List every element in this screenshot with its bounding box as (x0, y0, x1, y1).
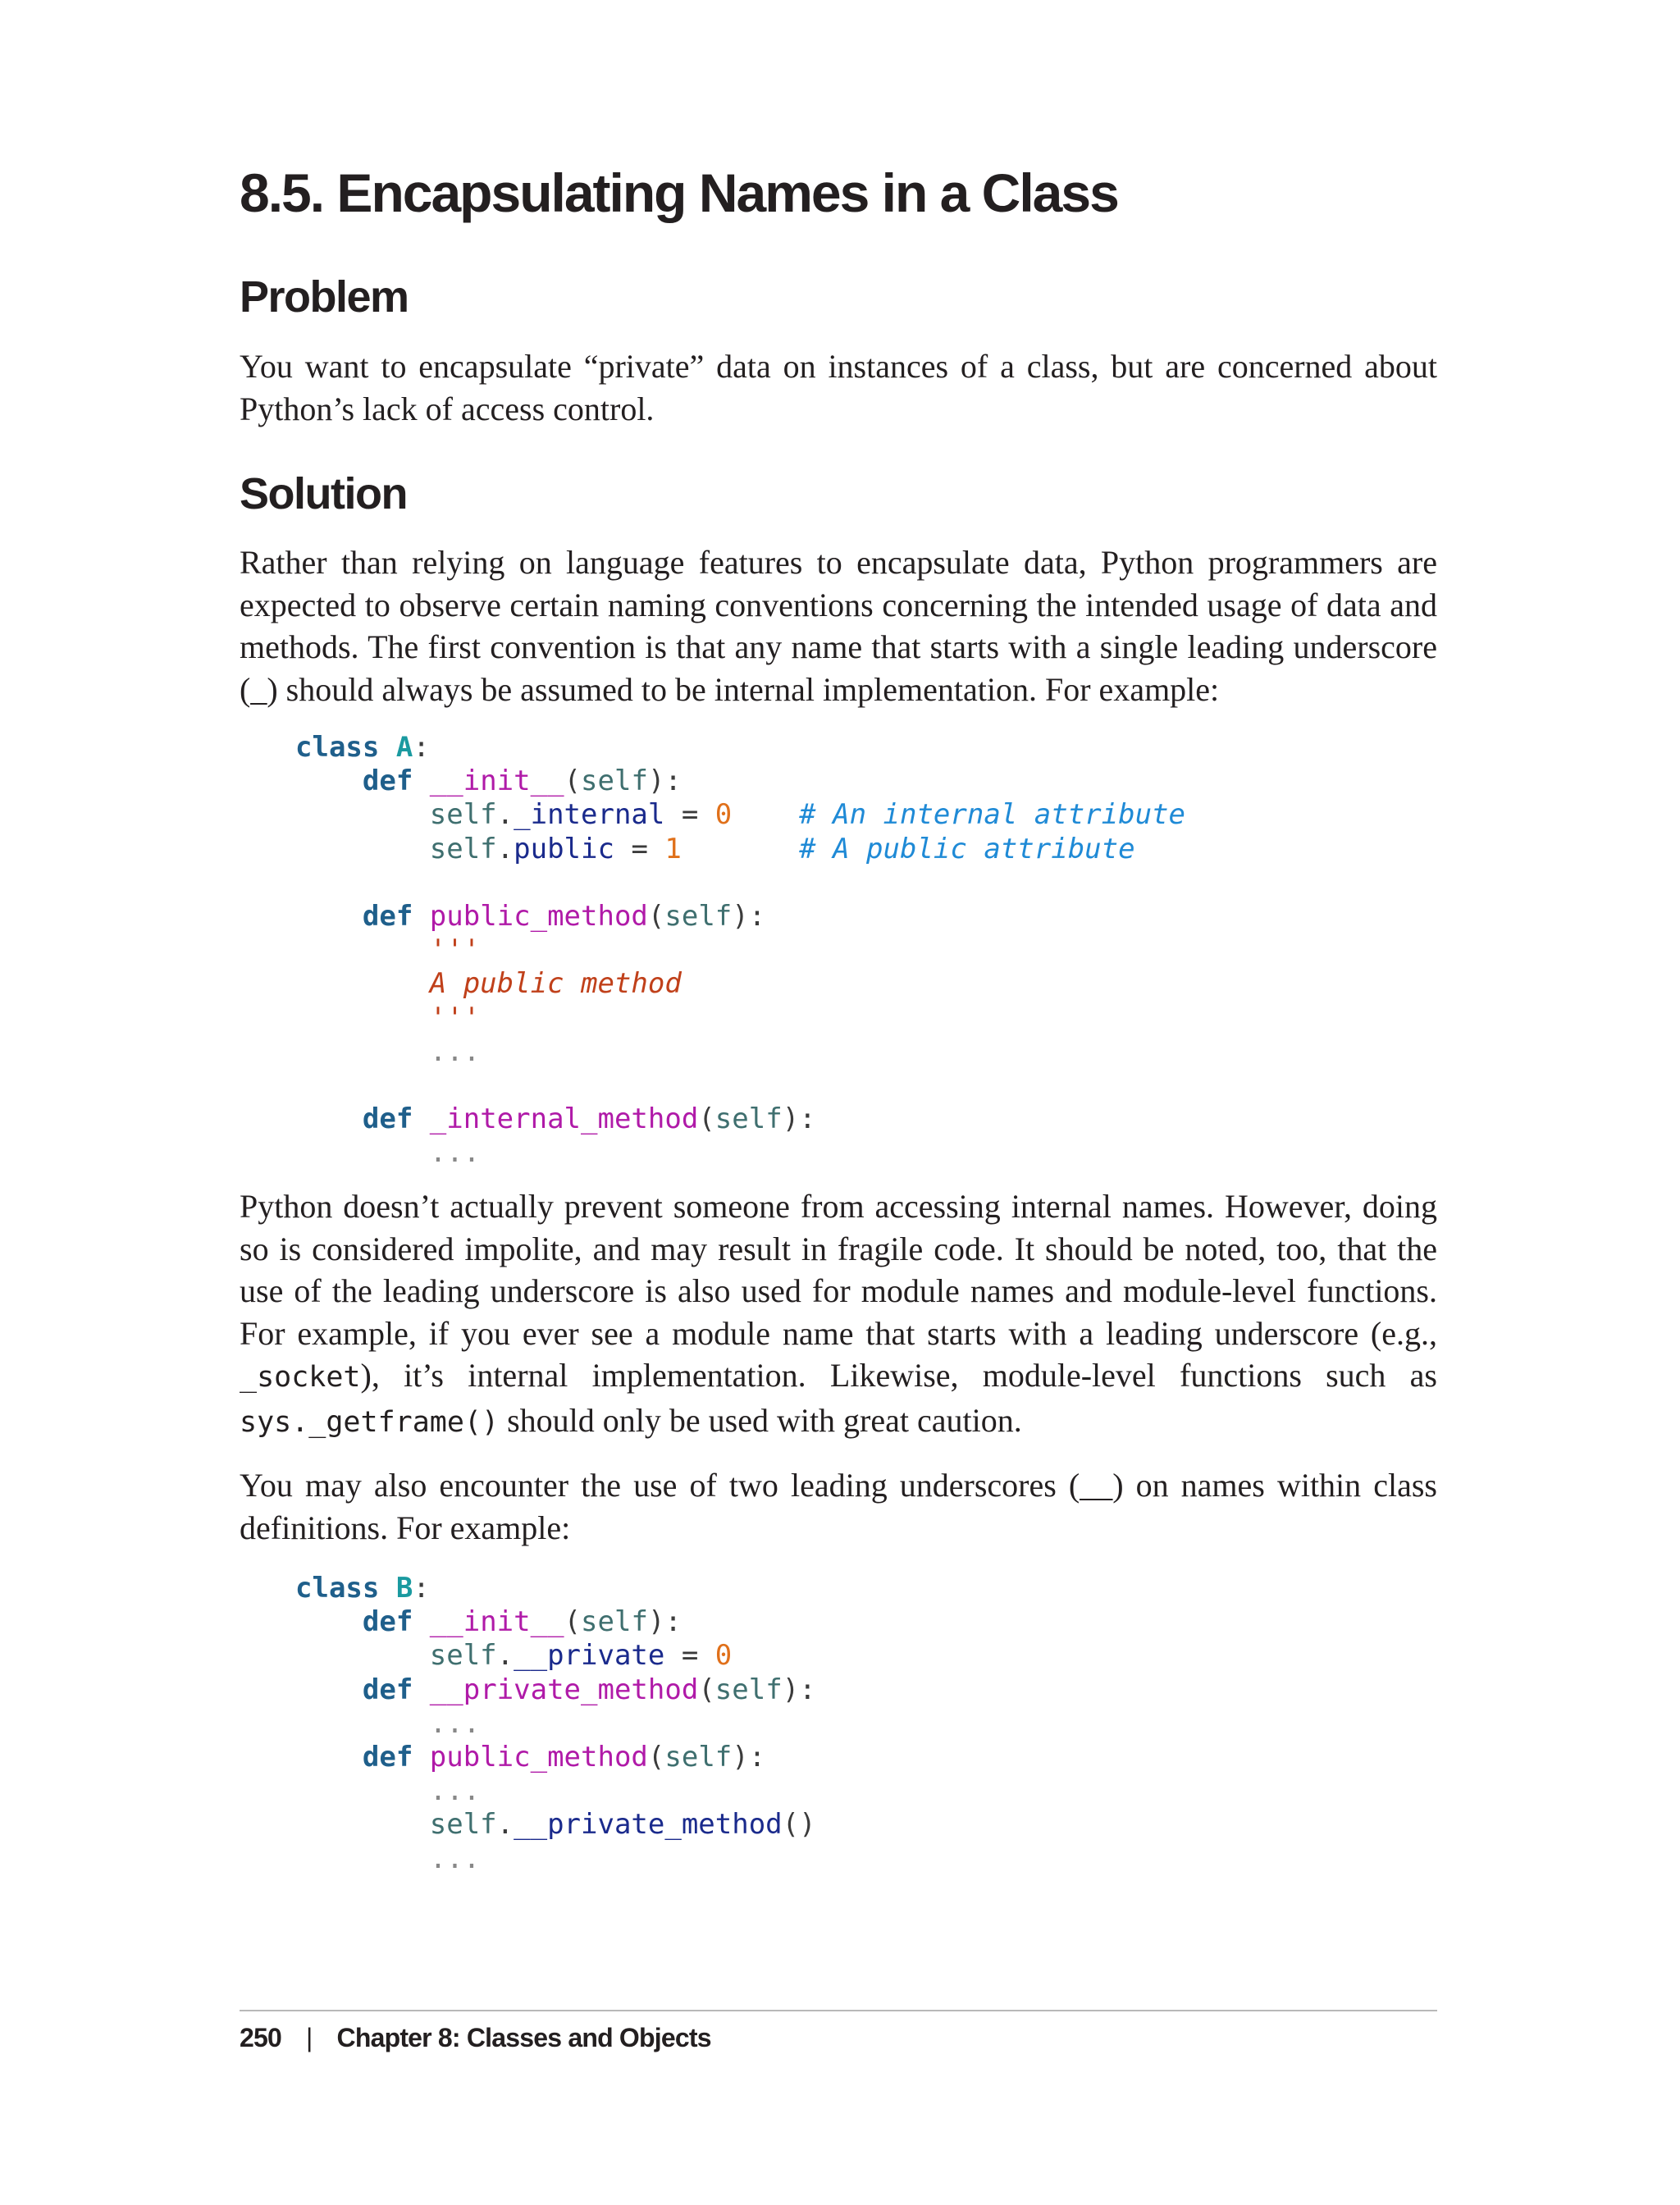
problem-heading: Problem (240, 272, 409, 322)
page-number: 250 (240, 2023, 281, 2052)
code-listing-class-a: class A: def __init__(self): self._internal = 0 # An internal attribute self.public = 1 # A public attribute def public_method(self): ''' A public method ''' ... def _internal_method(self): ... (295, 731, 1185, 1170)
solution-heading: Solution (240, 469, 407, 518)
code-listing-class-b: class B: def __init__(self): self.__private = 0 def __private_method(self): ... def public_method(self): ... self.__private_method() ... (295, 1572, 816, 1875)
footer-separator: | (306, 2023, 313, 2052)
problem-paragraph: You want to encapsulate “private” data on instances of a class, but are concerned about Python’s lack of access control. (240, 348, 1437, 427)
section-title: 8.5. Encapsulating Names in a Class (240, 162, 1118, 223)
page-footer (240, 2023, 711, 2053)
footer-rule (240, 2010, 1437, 2011)
solution-paragraph: Rather than relying on language features to encapsulate data, Python programmers are expected to observe certain naming conventions concerning the intended usage of data and methods. The first convention is that any name that starts with a single leading underscore (_) should always be assumed to be internal implementation. For example: (240, 544, 1437, 708)
chapter-title: Chapter 8: Classes and Objects (336, 2023, 711, 2052)
paragraph-internal-names: Python doesn’t actually prevent someone from accessing internal names. However, doing so is considered impolite, and may result in fragile code. It should be noted, too, that the use of the leading underscore is also used for module names and module-level functions. For example, if you ever see a module name that starts with a leading underscore (e.g., _socket), it’s internal implementation. Likewise, module-level functions such as sys._getframe() should only be used with great caution. (240, 1188, 1437, 1439)
paragraph-double-underscore: You may also encounter the use of two leading underscores (__) on names within class definitions. For example: (240, 1467, 1437, 1546)
